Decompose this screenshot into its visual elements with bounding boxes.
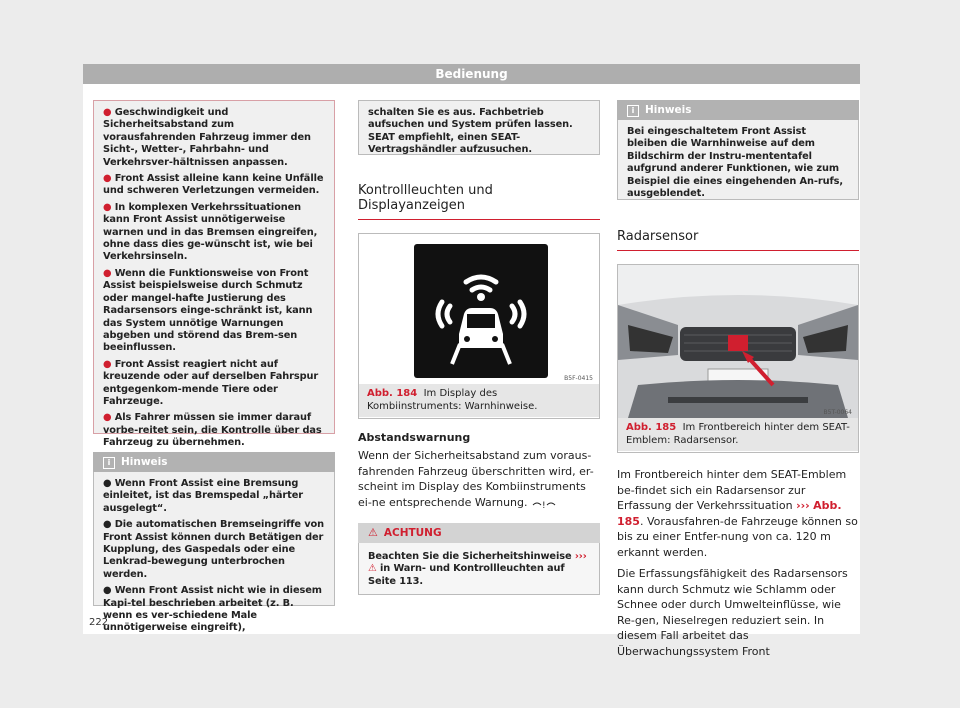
page-number: 222 [89,617,109,628]
hinweis-item: ● Wenn Front Assist eine Bremsung einleitet, ist das Bremspedal „härter ausgelegt“. [103,478,303,514]
column-3 [617,100,859,659]
figure-185 [617,264,859,453]
warning-triangle-icon: ⚠ [368,526,378,539]
continued-box [358,100,600,155]
body-paragraph: Im Frontbereich hinter dem SEAT-Emblem be-findet sich ein Radarsensor zur Erfassung der Verkehrssituation ››› Abb. 185. Vorausfahren-de Fahrzeuge können so bis zu einer Entfer-nung von ca. 120 m erkannt werden. [617,468,858,559]
bullet-item: ● Geschwindigkeit und Sicherheitsabstand zum vorausfahrenden Fahrzeug immer den Sicht-, Wetter-, Fahrbahn- und Verkehrsver-hältnissen anpassen. [103,107,311,168]
subheading-abstandswarnung: Abstandswarnung [358,431,471,444]
warning-bullets-box [93,100,335,449]
bullet-item: ● Wenn die Funktionsweise von Front Assist beispielsweise durch Schmutz oder mangel-hafte Justierung des Radarsensors einge-schränkt ist, kann das System unnötige Warnungen abgeben und störend das Brem-sen beeinflussen. [103,267,313,354]
body-paragraph: Wenn der Sicherheitsabstand zum voraus-fahrenden Fahrzeug überschritten wird, er-scheint im Display des Kombiinstruments ei-ne entsprechende Warnung. ! [358,449,594,509]
hinweis-content [617,120,859,200]
page-header: Bedienung [83,64,860,84]
svg-text:!: ! [542,500,546,509]
hinweis-item: ● Die automatischen Bremseingriffe von Front Assist können durch Betätigen der Kupplung, des Gaspedals oder eine Lenkrad-bewegung unterbrochen werden. [103,519,325,580]
reference-arrow: ››› [796,499,810,512]
hinweis-header: i Hinweis [93,452,335,472]
figure-code: B5F-0415 [564,375,593,382]
figure-code: B5T-0064 [823,409,852,416]
bullet-item: ● In komplexen Verkehrssituationen kann Front Assist unnötigerweise warnen und in das Bremsen eingreifen, ohne dass dies ge-wünscht ist, wie bei Verkehrsinseln. [103,201,318,263]
hinweis-header: i Hinweis [617,100,859,120]
hinweis-text: Bei eingeschaltetem Front Assist bleiben die Warnhinweise auf dem Bildschirm der Instru-mententafel aufgrund anderer Funktionen, wie zum Beispiel die eines eingehenden An-rufs, ausgeblendet. [627,126,843,200]
hinweis-item: ● Wenn Front Assist nicht wie in diesem Kapi-tel beschrieben arbeitet (z. B. wenn es ver-schiedene Male unnötigerweise eingreift), [103,585,322,634]
info-icon: i [103,457,115,469]
hinweis-box [617,100,859,200]
figure-caption: Abb. 185 Im Frontbereich hinter dem SEAT-Emblem: Radarsensor. [618,418,858,451]
distance-warning-icon [531,498,557,508]
manual-page [83,64,860,658]
figure-reference-link[interactable]: Abb. 185 [617,499,842,528]
reference-arrow: ››› [574,551,587,562]
display-panel [414,244,548,378]
info-icon: i [627,105,639,117]
achtung-box [358,523,600,595]
achtung-text: Beachten Sie die Sicherheitshinweise ››› ⚠ in Warn- und Kontrollleuchten auf Seite 113. [368,551,587,587]
bullet-item: ● Als Fahrer müssen sie immer darauf vorbe-reitet sein, die Kontrolle über das Fahrzeug zu übernehmen. [103,412,322,449]
continued-text: schalten Sie es aus. Fachbetrieb aufsuchen und System prüfen lassen. SEAT empfiehlt, einen SEAT-Vertragshändler aufzusuchen. [368,107,573,156]
figure-caption: Abb. 184 Im Display des Kombiinstruments: Warnhinweise. [359,384,599,417]
front-assist-warning-icon [414,244,548,378]
figure-184-image [359,234,599,384]
achtung-header: ⚠ ACHTUNG [358,523,600,543]
bullet-item: ● Front Assist reagiert nicht auf kreuzende oder auf derselben Fahrspur entgegenkom-mende Tiere oder Fahrzeuge. [103,358,319,407]
section-title-kontrollleuchten: Kontrollleuchten und Displayanzeigen [358,183,600,220]
section-title-radarsensor: Radarsensor [617,229,859,251]
warning-triangle-icon: ⚠ [368,563,377,575]
achtung-content [358,543,600,595]
car-front-photo [618,265,858,418]
column-2 [358,100,600,595]
figure-184 [358,233,600,419]
figure-185-image [618,265,858,418]
bullet-item: ● Front Assist alleine kann keine Unfälle und schweren Verletzungen vermeiden. [103,173,324,197]
body-paragraph: Die Erfassungsfähigkeit des Radarsensors kann durch Schmutz wie Schlamm oder Schnee oder durch Umwelteinflüsse, wie Re-gen, Nieselregen reduziert sein. In diesem Fall arbeitet das Überwachungssystem Front [617,567,848,658]
